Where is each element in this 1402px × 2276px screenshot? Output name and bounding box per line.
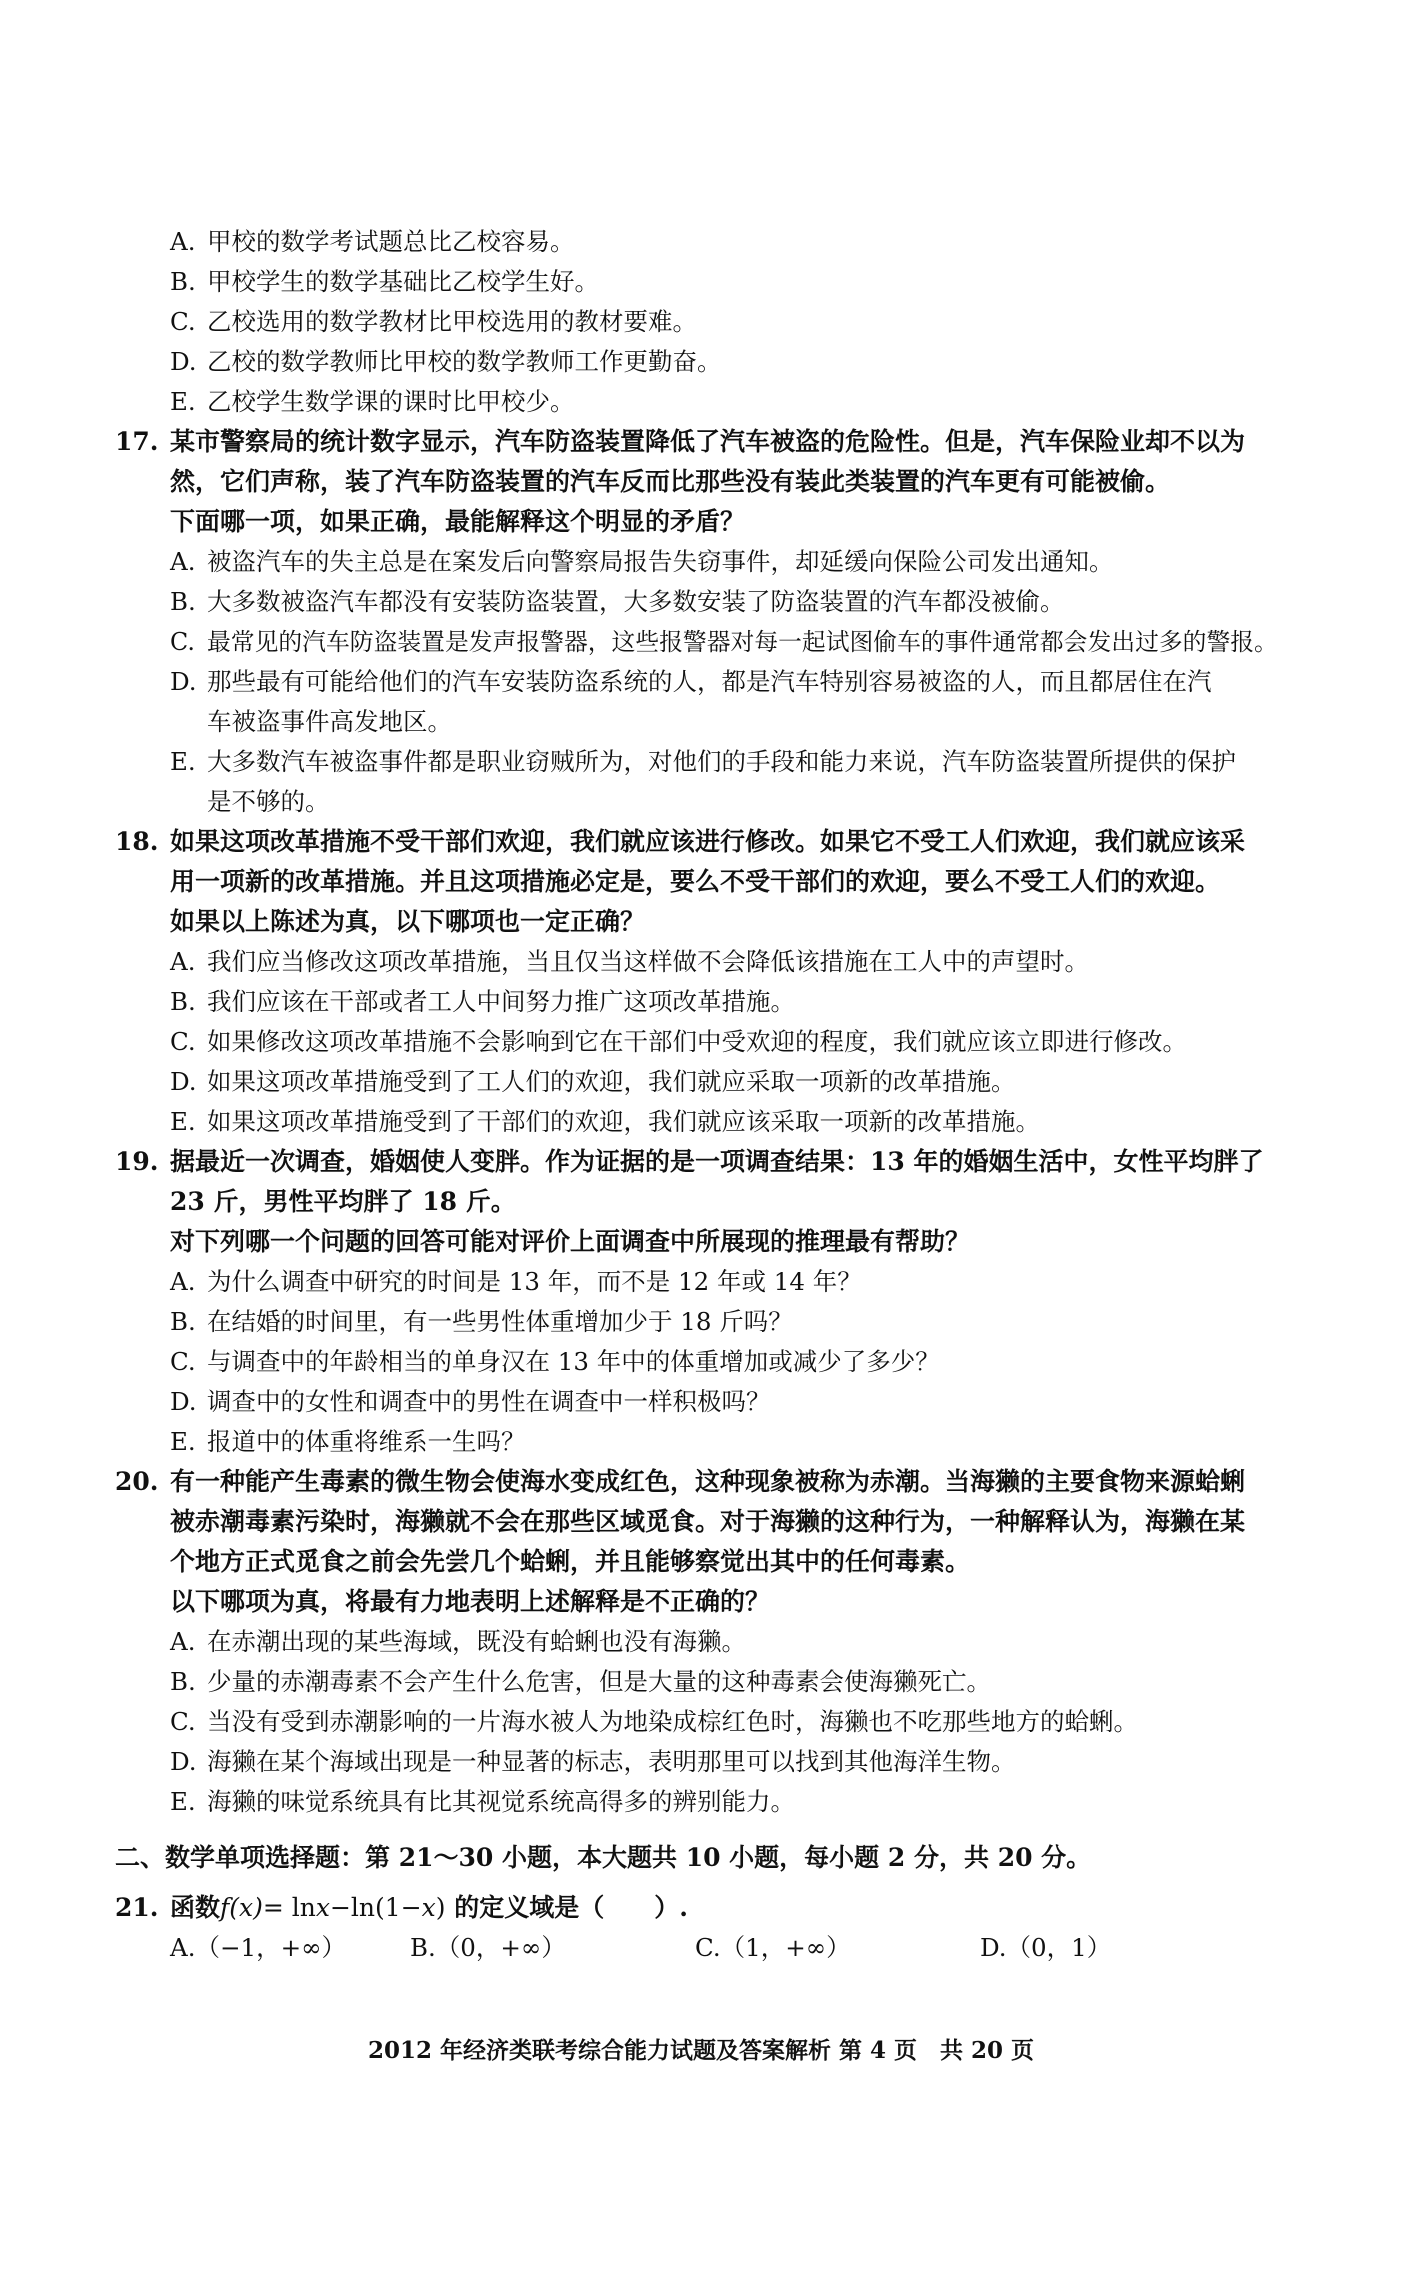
option-line <box>115 1342 1310 1382</box>
option-text: 乙校学生数学课的课时比甲校少。 <box>207 387 575 416</box>
option-letter: C. <box>170 1027 196 1056</box>
stem-text: 据最近一次调查，婚姻使人变胖。作为证据的是一项调查结果：13 年的婚姻生活中，女性平均胖了 <box>170 1147 1264 1176</box>
question-stem <box>115 1888 1310 1928</box>
section-heading: 二、数学单项选择题：第 21～30 小题，本大题共 10 小题，每小题 2 分，共 20 分。 <box>115 1843 1092 1872</box>
option-text: 在结婚的时间里，有一些男性体重增加少于 18 斤吗？ <box>207 1307 793 1336</box>
choice-a: A.（−1，+∞） <box>170 1933 347 1962</box>
option-line <box>115 1022 1310 1062</box>
option-text: 少量的赤潮毒素不会产生什么危害，但是大量的这种毒素会使海獭死亡。 <box>207 1667 991 1696</box>
option-line <box>115 302 1310 342</box>
option-letter: B. <box>170 267 196 296</box>
option-line <box>115 622 1310 662</box>
option-letter: D. <box>170 1067 197 1096</box>
option-line <box>115 582 1310 622</box>
option-letter: B. <box>170 987 196 1016</box>
option-continuation: 是不够的。 <box>207 787 330 816</box>
option-letter: E. <box>170 1427 196 1456</box>
option-text: 为什么调查中研究的时间是 13 年，而不是 12 年或 14 年？ <box>207 1267 862 1296</box>
stem-text: 然，它们声称，装了汽车防盗装置的汽车反而比那些没有装此类装置的汽车更有可能被偷。 <box>170 467 1171 496</box>
option-letter: D. <box>170 667 197 696</box>
stem-text: 个地方正式觅食之前会先尝几个蛤蜊，并且能够察觉出其中的任何毒素。 <box>170 1547 971 1576</box>
choice-row <box>115 1928 1310 1968</box>
math-variable: x <box>421 1893 436 1922</box>
option-letter: A. <box>170 547 196 576</box>
stem-text: 函数 <box>170 1893 221 1922</box>
question-stem <box>115 822 1310 862</box>
stem-text: 如果这项改革措施不受干部们欢迎，我们就应该进行修改。如果它不受工人们欢迎，我们就应该采 <box>170 827 1246 856</box>
option-text: 那些最有可能给他们的汽车安装防盗系统的人，都是汽车特别容易被盗的人，而且都居住在汽 <box>207 667 1212 696</box>
option-line <box>115 982 1310 1022</box>
option-letter: A. <box>170 947 196 976</box>
option-line <box>115 1622 1310 1662</box>
option-text: 最常见的汽车防盗装置是发声报警器，这些报警器对每一起试图偷车的事件通常都会发出过多的警报。 <box>207 628 1278 656</box>
option-text: 海獭在某个海域出现是一种显著的标志，表明那里可以找到其他海洋生物。 <box>207 1747 1016 1776</box>
option-letter: C. <box>170 628 195 656</box>
question-stem <box>115 422 1310 462</box>
option-line <box>115 662 1310 702</box>
option-letter: D. <box>170 1387 197 1416</box>
question-number: 19. <box>115 1147 159 1176</box>
option-line <box>115 1742 1310 1782</box>
option-line <box>115 382 1310 422</box>
option-letter: E. <box>170 1107 196 1136</box>
option-text: 甲校的数学考试题总比乙校容易。 <box>207 227 575 256</box>
option-text: 乙校选用的数学教材比甲校选用的教材要难。 <box>207 307 697 336</box>
option-line <box>115 942 1310 982</box>
math-expression: ) <box>435 1893 446 1922</box>
q16-options <box>115 222 1310 422</box>
option-text: 如果修改这项改革措施不会影响到它在干部们中受欢迎的程度，我们就应该立即进行修改。 <box>207 1027 1187 1056</box>
question-21 <box>115 1888 1310 1968</box>
option-letter: B. <box>170 1667 196 1696</box>
question-19 <box>115 1142 1310 1462</box>
option-letter: A. <box>170 1627 196 1656</box>
question-18 <box>115 822 1310 1142</box>
option-line <box>115 542 1310 582</box>
question-stem <box>115 1142 1310 1182</box>
question-prompt: 如果以上陈述为真，以下哪项也一定正确？ <box>170 907 646 936</box>
option-text: 甲校学生的数学基础比乙校学生好。 <box>207 267 599 296</box>
option-text: 如果这项改革措施受到了干部们的欢迎，我们就应该采取一项新的改革措施。 <box>207 1107 1040 1136</box>
option-letter: B. <box>170 587 196 616</box>
option-letter: A. <box>170 1267 196 1296</box>
stem-text: 23 斤，男性平均胖了 18 斤。 <box>170 1187 516 1216</box>
option-text: 乙校的数学教师比甲校的数学教师工作更勤奋。 <box>207 347 722 376</box>
option-text: 报道中的体重将维系一生吗？ <box>207 1427 526 1456</box>
stem-text: 的定义域是（ ）. <box>445 1893 688 1922</box>
option-letter: C. <box>170 1707 196 1736</box>
option-line <box>115 1302 1310 1342</box>
option-line <box>115 1422 1310 1462</box>
option-line <box>115 1382 1310 1422</box>
page-content <box>115 222 1310 1968</box>
section-gap <box>115 1822 1310 1838</box>
question-number: 17. <box>115 427 159 456</box>
option-letter: B. <box>170 1307 196 1336</box>
option-line <box>115 1662 1310 1702</box>
question-prompt: 下面哪一项，如果正确，最能解释这个明显的矛盾？ <box>170 507 746 536</box>
option-text: 如果这项改革措施受到了工人们的欢迎，我们就应采取一项新的改革措施。 <box>207 1067 1016 1096</box>
option-line <box>115 342 1310 382</box>
option-letter: A. <box>170 227 196 256</box>
option-text: 大多数被盗汽车都没有安装防盗装置，大多数安装了防盗装置的汽车都没被偷。 <box>207 587 1065 616</box>
option-text: 被盗汽车的失主总是在案发后向警察局报告失窃事件，却延缓向保险公司发出通知。 <box>207 547 1114 576</box>
option-text: 在赤潮出现的某些海域，既没有蛤蜊也没有海獭。 <box>207 1627 746 1656</box>
option-continuation: 车被盗事件高发地区。 <box>207 707 452 736</box>
option-letter: D. <box>170 1747 197 1776</box>
option-text: 我们应该在干部或者工人中间努力推广这项改革措施。 <box>207 987 795 1016</box>
stem-text: 有一种能产生毒素的微生物会使海水变成红色，这种现象被称为赤潮。当海獭的主要食物来源蛤蜊 <box>170 1467 1246 1496</box>
stem-text: 某市警察局的统计数字显示，汽车防盗装置降低了汽车被盗的危险性。但是，汽车保险业却不以为 <box>170 427 1246 456</box>
spacer <box>115 1878 1310 1888</box>
question-number: 21. <box>115 1893 159 1922</box>
question-stem <box>115 1462 1310 1502</box>
page-footer: 2012 年经济类联考综合能力试题及答案解析 第 4 页 共 20 页 <box>367 2037 1035 2064</box>
option-text: 海獭的味觉系统具有比其视觉系统高得多的辨别能力。 <box>207 1787 795 1816</box>
option-line <box>115 742 1310 782</box>
question-number: 18. <box>115 827 159 856</box>
option-line <box>115 1062 1310 1102</box>
option-text: 与调查中的年龄相当的单身汉在 13 年中的体重增加或减少了多少？ <box>207 1347 940 1376</box>
option-text: 当没有受到赤潮影响的一片海水被人为地染成棕红色时，海獭也不吃那些地方的蛤蜊。 <box>207 1707 1138 1736</box>
option-text: 大多数汽车被盗事件都是职业窃贼所为，对他们的手段和能力来说，汽车防盗装置所提供的保护 <box>207 747 1236 776</box>
option-line <box>115 1702 1310 1742</box>
question-number: 20. <box>115 1467 159 1496</box>
question-prompt: 对下列哪一个问题的回答可能对评价上面调查中所展现的推理最有帮助？ <box>170 1227 971 1256</box>
option-line <box>115 1782 1310 1822</box>
choice-b: B.（0，+∞） <box>410 1933 566 1962</box>
math-function: f(x) <box>220 1893 263 1922</box>
math-expression: −ln(1− <box>329 1893 422 1922</box>
stem-text: 用一项新的改革措施。并且这项措施必定是，要么不受干部们的欢迎，要么不受工人们的欢迎。 <box>170 867 1221 896</box>
question-20 <box>115 1462 1310 1822</box>
option-letter: C. <box>170 307 196 336</box>
option-letter: D. <box>170 347 197 376</box>
choice-c: C.（1，+∞） <box>695 1933 851 1962</box>
option-letter: E. <box>170 387 196 416</box>
math-expression: = ln <box>262 1893 316 1922</box>
option-letter: C. <box>170 1347 196 1376</box>
option-line <box>115 1262 1310 1302</box>
stem-text: 被赤潮毒素污染时，海獭就不会在那些区域觅食。对于海獭的这种行为，一种解释认为，海獭在某 <box>170 1507 1246 1536</box>
option-line <box>115 222 1310 262</box>
option-text: 我们应当修改这项改革措施，当且仅当这样做不会降低该措施在工人中的声望时。 <box>207 947 1089 976</box>
option-line <box>115 1102 1310 1142</box>
option-text: 调查中的女性和调查中的男性在调查中一样积极吗？ <box>207 1387 771 1416</box>
option-letter: E. <box>170 747 196 776</box>
option-line <box>115 262 1310 302</box>
question-prompt: 以下哪项为真，将最有力地表明上述解释是不正确的？ <box>170 1587 771 1616</box>
option-letter: E. <box>170 1787 196 1816</box>
math-variable: x <box>315 1893 330 1922</box>
choice-d: D.（0，1） <box>980 1933 1112 1962</box>
question-17 <box>115 422 1310 822</box>
